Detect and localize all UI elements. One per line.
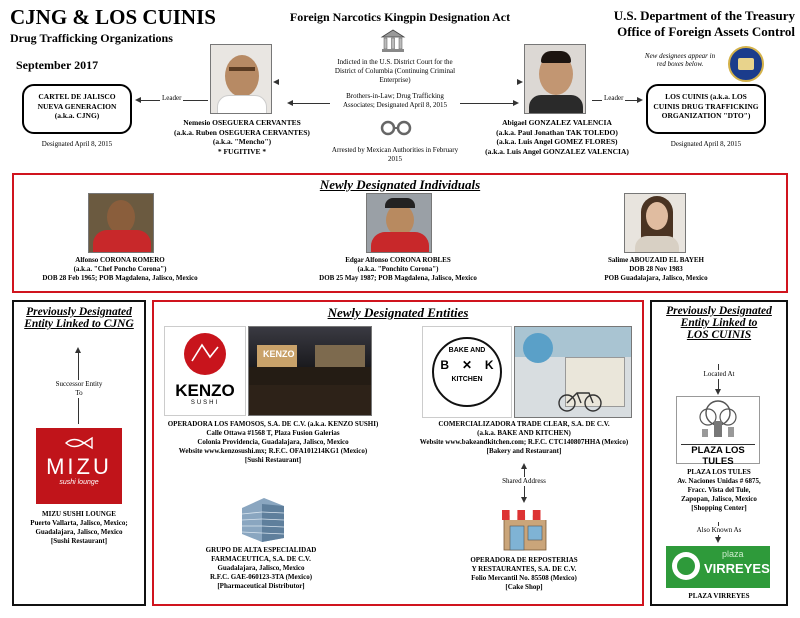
kenzo-text <box>160 420 386 465</box>
mizu-addr2: Guadalajara, Jalisco, Mexico <box>35 528 123 536</box>
plaza-los-tules-addr3: Zapopan, Jalisco, Mexico <box>681 495 757 503</box>
person3-text <box>556 256 756 283</box>
entities-title: Newly Designated Entities <box>327 305 469 320</box>
prev-cuinis-title3: LOS CUINIS <box>686 329 752 341</box>
successor-label: Successor Entity To <box>52 380 106 398</box>
bake-logo-top: BAKE AND <box>448 347 486 354</box>
mizu-logo <box>36 428 122 504</box>
abigael-aka1: (a.k.a. Paul Jonathan TAK TOLEDO) <box>496 127 618 137</box>
cuinis-leader-label: Leader <box>604 94 624 102</box>
plaza-los-tules-type: [Shopping Center] <box>691 504 747 512</box>
handcuffs-icon <box>380 120 412 136</box>
cjng-leader-label: Leader <box>162 94 182 102</box>
bake-aka: (a.k.a. BAKE AND KITCHEN) <box>477 429 571 437</box>
page-title: CJNG & LOS CUINIS <box>10 5 216 29</box>
kenzo-storefront-sign: KENZO <box>263 349 295 359</box>
indicted-note: Indicted in the U.S. District Court for the District of Columbia (Continuing Criminal Enterprise) <box>334 58 456 84</box>
person2-photo <box>366 193 432 253</box>
cjng-box <box>22 84 132 134</box>
page-date: September 2017 <box>16 58 99 72</box>
person1-aka: (a.k.a. "Chef Poncho Corona") <box>73 265 167 273</box>
kenzo-type: [Sushi Restaurant] <box>244 456 302 464</box>
mizu-type: [Sushi Restaurant] <box>50 537 108 545</box>
office-building-icon <box>234 494 290 542</box>
legend-note: New designees appear in red boxes below. <box>644 52 716 68</box>
prev-cjng-title2: Entity Linked to CJNG <box>24 318 134 330</box>
plaza-los-tules-logo-word: PLAZA LOS TULES <box>681 444 755 467</box>
plaza-virreyes-name: PLAZA VIRREYES <box>688 592 750 600</box>
person2-text <box>298 256 498 283</box>
cuinis-designated: Designated April 8, 2015 <box>670 140 742 148</box>
abigael-aka3: (a.k.a. Luis Angel GONZALEZ VALENCIA) <box>485 146 629 156</box>
abigael-name: Abigael GONZALEZ VALENCIA <box>502 118 612 127</box>
plaza-los-tules-addr1: Av. Naciones Unidas # 6875, <box>677 477 761 485</box>
agency-line2: Office of Foreign Assets Control <box>617 24 795 39</box>
operadora-type: [Cake Shop] <box>505 583 543 591</box>
person3-pob: POB Guadalajara, Jalisco, Mexico <box>604 274 708 282</box>
person2-dob: DOB 25 May 1987; POB Magdalena, Jalisco, Mexico <box>319 274 477 282</box>
prev-cuinis-title2: Entity Linked to <box>680 317 758 329</box>
operadora-folio: Folio Mercantil No. 85508 (Mexico) <box>471 574 577 582</box>
shared-address-label: Shared Address <box>490 477 558 486</box>
cuinis-box <box>646 84 766 134</box>
courthouse-icon <box>380 28 406 54</box>
shop-icon <box>498 502 552 552</box>
page-subtitle: Drug Trafficking Organizations <box>10 31 173 45</box>
bake-storefront-photo <box>514 326 632 418</box>
mizu-logo-sub: sushi lounge <box>59 479 99 486</box>
nemesio-name: Nemesio OSEGUERA CERVANTES <box>183 118 301 127</box>
kenzo-logo-word: KENZO <box>175 381 235 400</box>
abigael-photo <box>524 44 586 114</box>
nemesio-status: * FUGITIVE * <box>217 146 267 156</box>
abigael-aka2: (a.k.a. Luis Angel GOMEZ FLORES) <box>496 137 618 146</box>
prev-cuinis-title1: Previously Designated <box>666 305 772 317</box>
grupo-name1: GRUPO DE ALTA ESPECIALIDAD <box>205 546 317 554</box>
mizu-addr1: Puerto Vallarta, Jalisco, Mexico; <box>30 519 128 527</box>
kenzo-logo <box>164 326 246 416</box>
individuals-title: Newly Designated Individuals <box>319 177 481 192</box>
nemesio-aka1: (a.k.a. Ruben OSEGUERA CERVANTES) <box>174 127 310 137</box>
cjng-designated: Designated April 8, 2015 <box>41 140 113 148</box>
relation-left-arrow <box>290 103 330 104</box>
nemesio-photo <box>210 44 272 114</box>
bake-text <box>406 420 642 456</box>
kenzo-addr1: Calle Ottawa #1568 T, Plaza Fusion Galerias <box>206 429 340 437</box>
prev-cjng-title1: Previously Designated <box>26 306 132 318</box>
person3-photo <box>624 193 686 253</box>
person3-name: Salime ABOUZAID EL BAYEH <box>607 256 704 264</box>
person1-name: Alfonso CORONA ROMERO <box>75 256 165 264</box>
grupo-type: [Pharmaceutical Distributor] <box>217 582 305 590</box>
kenzo-storefront-photo <box>248 326 372 416</box>
kenzo-web: Website www.kenzosushi.mx; R.F.C. OFA101214KG1 (Mexico) <box>178 447 368 455</box>
cjng-name: CARTEL DE JALISCO NUEVA GENERACION <box>37 92 117 111</box>
rolling-pin-icon: ✕ <box>461 358 473 372</box>
operadora-text <box>434 556 614 592</box>
act-title: Foreign Narcotics Kingpin Designation Act <box>289 10 511 24</box>
plaza-los-tules-name: PLAZA LOS TULES <box>687 468 751 476</box>
bake-name: COMERCIALIZADORA TRADE CLEAR, S.A. DE C.V. <box>438 420 610 428</box>
bake-web: Website www.bakeandkitchen.com; R.F.C. CTC140807HHA (Mexico) <box>419 438 629 446</box>
nemesio-text <box>162 118 322 156</box>
operadora-name1: OPERADORA DE REPOSTERIAS <box>470 556 578 564</box>
plaza-los-tules-text <box>652 468 786 513</box>
brothers-connector <box>276 82 520 83</box>
bake-logo-bottom: KITCHEN <box>451 376 483 383</box>
person1-dob: DOB 28 Feb 1965; POB Magdalena, Jalisco, Mexico <box>42 274 198 282</box>
agency-line1: U.S. Department of the Treasury <box>613 8 795 23</box>
kenzo-logo-sub: SUSHI <box>190 400 220 406</box>
operadora-name2: Y RESTAURANTES, S.A. DE C.V. <box>471 565 577 573</box>
plaza-virreyes-logo-word: VIRREYES <box>704 561 770 576</box>
grupo-addr: Guadalajara, Jalisco, Mexico <box>217 564 305 572</box>
mizu-text <box>14 510 144 546</box>
arrested-note: Arrested by Mexican Authorities in February 2015 <box>331 146 459 163</box>
plaza-los-tules-logo <box>676 396 760 467</box>
treasury-seal-icon <box>728 46 764 82</box>
cjng-aka: (a.k.a. CJNG) <box>54 111 100 120</box>
person2-aka: (a.k.a. "Ponchito Corona") <box>357 265 439 273</box>
located-at-label: Located At <box>690 370 748 379</box>
bake-logo <box>422 326 512 418</box>
relation-note: Brothers-in-Law; Drug Trafficking Associates; Designated April 8, 2015 <box>342 92 447 109</box>
person2-name: Edgar Alfonso CORONA ROBLES <box>345 256 451 264</box>
grupo-name2: FARMACEUTICA, S.A. DE C.V. <box>211 555 311 563</box>
person1-text <box>20 256 220 283</box>
bake-logo-b: B <box>440 358 450 372</box>
bake-logo-k: K <box>484 358 494 372</box>
grupo-rfc: R.F.C. GAE-060123-3TA (Mexico) <box>209 573 313 581</box>
mizu-name: MIZU SUSHI LOUNGE <box>42 510 116 518</box>
person1-photo <box>88 193 154 253</box>
plaza-virreyes-logo <box>666 546 770 588</box>
bake-type: [Bakery and Restaurant] <box>486 447 562 455</box>
cuinis-name: LOS CUINIS (a.k.a. LOS CUINIS DRUG TRAFFICKING ORGANIZATION "DTO") <box>653 92 759 120</box>
plaza-virreyes-logo-top: plaza <box>722 549 744 559</box>
aka-label: Also Known As <box>686 526 752 535</box>
relation-right-arrow <box>460 103 516 104</box>
kenzo-name: OPERADORA LOS FAMOSOS, S.A. DE C.V. (a.k.a. KENZO SUSHI) <box>167 420 379 428</box>
kenzo-addr2: Colonia Providencia, Guadalajara, Jalisco, Mexico <box>197 438 349 446</box>
plaza-los-tules-addr2: Fracc. Vista del Tule, <box>687 486 751 494</box>
abigael-text <box>472 118 642 156</box>
mizu-logo-word: MIZU <box>46 454 112 479</box>
nemesio-aka2: (a.k.a. "Mencho") <box>212 137 272 146</box>
grupo-text <box>176 546 346 591</box>
person3-dob: DOB 28 Nov 1983 <box>629 265 683 273</box>
